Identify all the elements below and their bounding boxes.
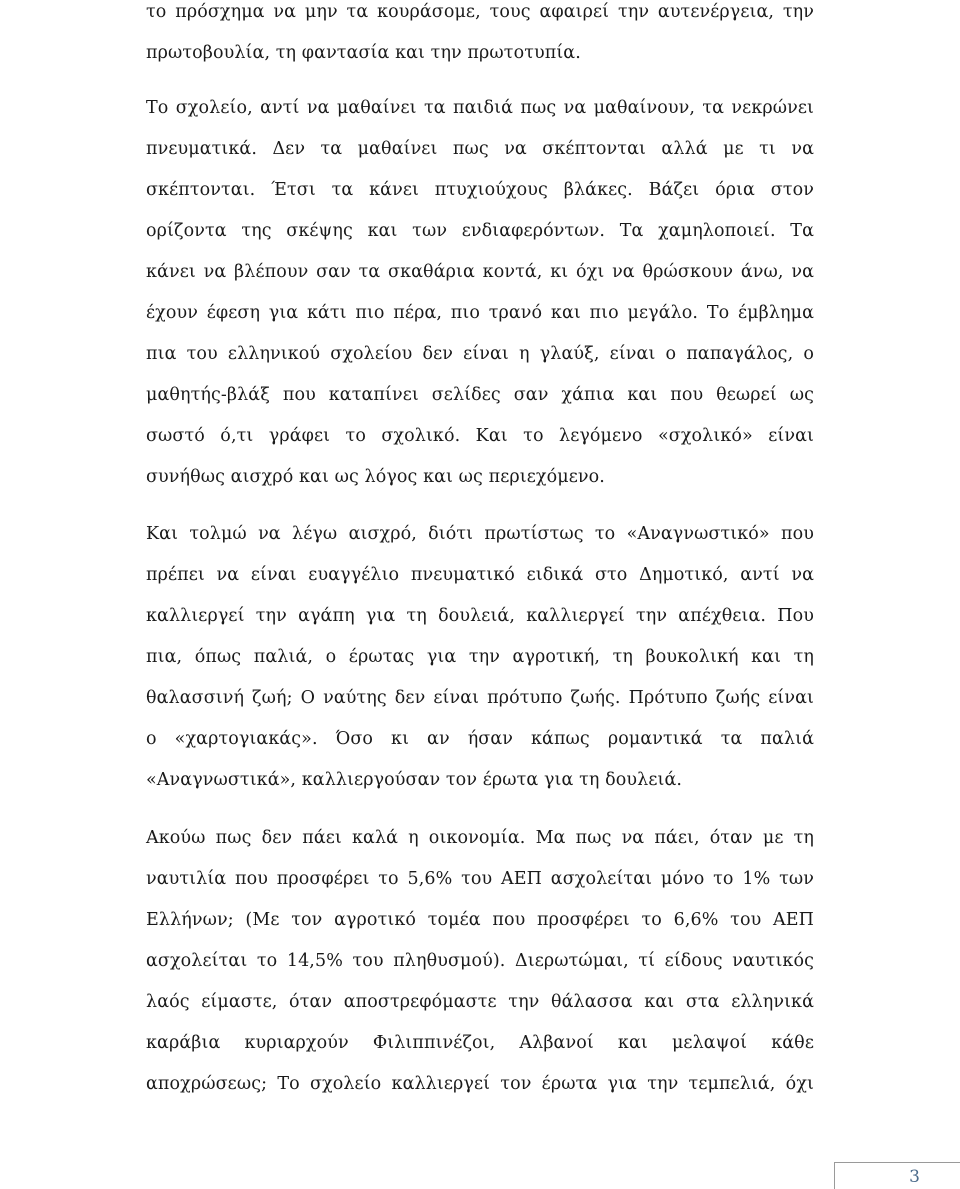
text-line: σωστό ό,τι γράφει το σχολικό. Και το λεγόμενο «σχολικό» είναι bbox=[146, 426, 814, 446]
paragraph-school bbox=[146, 88, 814, 498]
paragraph-continued bbox=[146, 0, 814, 74]
text-line: αποχρώσεως; Το σχολείο καλλιεργεί τον έρωτα για την τεμπελιά, όχι bbox=[146, 1074, 814, 1094]
text-line: πρέπει να είναι ευαγγέλιο πνευματικό ειδικά στο Δημοτικό, αντί να bbox=[146, 565, 814, 585]
text-line: ορίζοντα της σκέψης και των ενδιαφερόντων. Τα χαμηλοποιεί. Τα bbox=[146, 221, 814, 241]
text-line: σκέπτονται. Έτσι τα κάνει πτυχιούχους βλάκες. Βάζει όρια στον bbox=[146, 180, 814, 200]
text-line: ναυτιλία που προσφέρει το 5,6% του ΑΕΠ ασχολείται μόνο το 1% των bbox=[146, 869, 814, 889]
text-line: έχουν έφεση για κάτι πιο πέρα, πιο τρανό και πιο μεγάλο. Το έμβλημα bbox=[146, 303, 814, 323]
text-line: Ακούω πως δεν πάει καλά η οικονομία. Μα πως να πάει, όταν με τη bbox=[146, 828, 814, 848]
text-line: πια, όπως παλιά, ο έρωτας για την αγροτική, τη βουκολική και τη bbox=[146, 647, 814, 667]
text-line: λαός είμαστε, όταν αποστρεφόμαστε την θάλασσα και στα ελληνικά bbox=[146, 992, 814, 1012]
text-line: καλλιεργεί την αγάπη για τη δουλειά, καλλιεργεί την απέχθεια. Που bbox=[146, 606, 814, 626]
text-line: «Αναγνωστικά», καλλιεργούσαν τον έρωτα για τη δουλειά. bbox=[146, 770, 683, 790]
text-line: κάνει να βλέπουν σαν τα σκαθάρια κοντά, κι όχι να θρώσκουν άνω, να bbox=[146, 262, 814, 282]
paragraph-reader bbox=[146, 514, 814, 801]
text-line: πρωτοβουλία, τη φαντασία και την πρωτοτυπία. bbox=[146, 43, 581, 63]
text-line: μαθητής-βλάξ που καταπίνει σελίδες σαν χάπια και που θεωρεί ως bbox=[146, 385, 814, 405]
text-line: ο «χαρτογιακάς». Όσο κι αν ήσαν κάπως ρομαντικά τα παλιά bbox=[146, 729, 814, 749]
page-footer bbox=[834, 1162, 960, 1189]
text-line: πια του ελληνικού σχολείου δεν είναι η γλαύξ, είναι ο παπαγάλος, ο bbox=[146, 344, 814, 364]
text-line: συνήθως αισχρό και ως λόγος και ως περιεχόμενο. bbox=[146, 467, 605, 487]
text-line: πνευματικά. Δεν τα μαθαίνει πως να σκέπτονται αλλά με τι να bbox=[146, 139, 814, 159]
text-line: ασχολείται το 14,5% του πληθυσμού). Διερωτώμαι, τί είδους ναυτικός bbox=[146, 951, 814, 971]
text-line: Ελλήνων; (Με τον αγροτικό τομέα που προσφέρει το 6,6% του ΑΕΠ bbox=[146, 910, 814, 930]
text-line: Και τολμώ να λέγω αισχρό, διότι πρωτίστως το «Αναγνωστικό» που bbox=[146, 524, 814, 544]
paragraph-economy bbox=[146, 818, 814, 1105]
page-number: 3 bbox=[909, 1167, 920, 1187]
text-line: θαλασσινή ζωή; Ο ναύτης δεν είναι πρότυπο ζωής. Πρότυπο ζωής είναι bbox=[146, 688, 814, 708]
text-line: καράβια κυριαρχούν Φιλιππινέζοι, Αλβανοί και μελαψοί κάθε bbox=[146, 1033, 814, 1053]
text-line: Το σχολείο, αντί να μαθαίνει τα παιδιά πως να μαθαίνουν, τα νεκρώνει bbox=[146, 98, 814, 118]
text-line: το πρόσχημα να μην τα κουράσομε, τους αφαιρεί την αυτενέργεια, την bbox=[146, 2, 814, 22]
